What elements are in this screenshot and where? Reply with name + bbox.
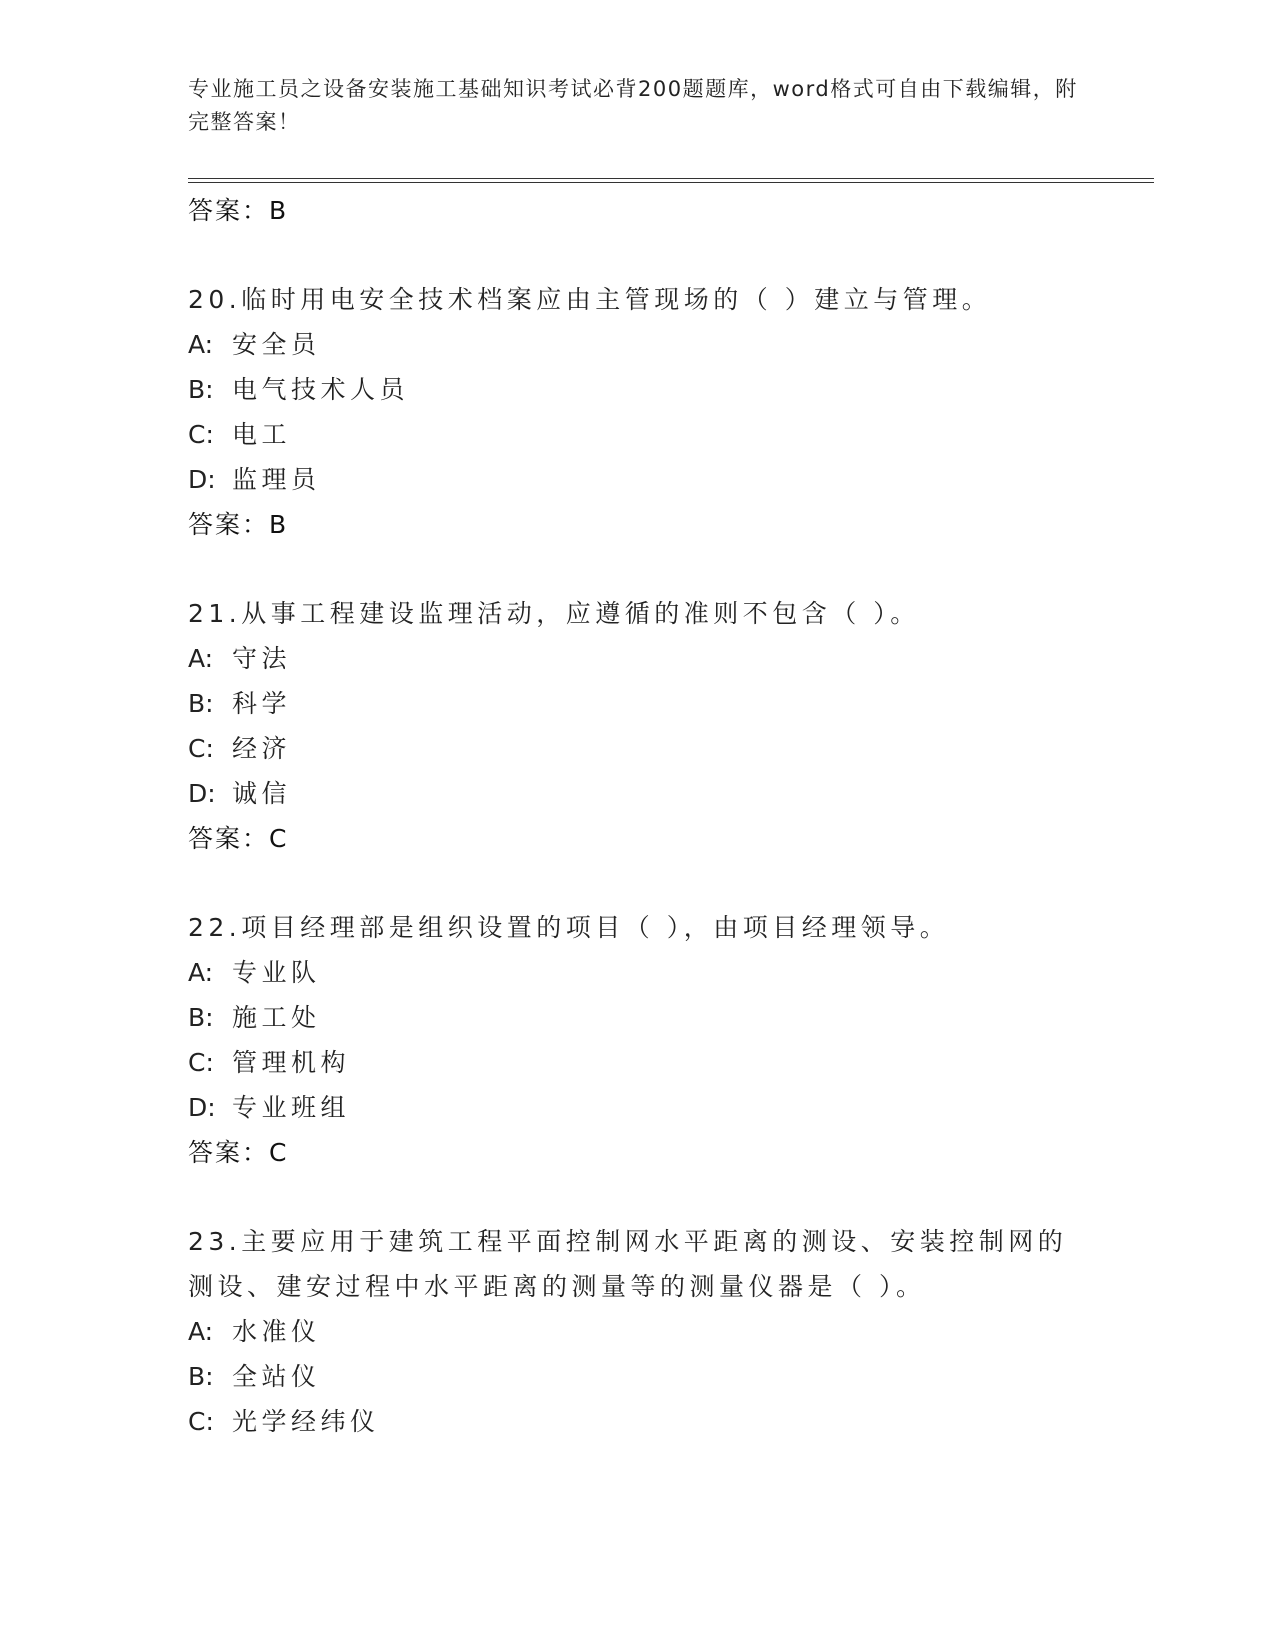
option-letter: D: <box>188 1093 216 1122</box>
option-text: 水准仪 <box>232 1317 321 1346</box>
option-a <box>188 636 1088 681</box>
previous-answer: 答案：B <box>188 196 289 225</box>
option-d <box>188 457 1088 502</box>
option-letter: C: <box>188 734 214 763</box>
answer: 答案：B <box>188 510 289 539</box>
option-letter: B: <box>188 1362 214 1391</box>
option-text: 经济 <box>232 734 292 763</box>
question-list <box>188 188 1088 1444</box>
option-letter: A: <box>188 1317 214 1346</box>
question-text: 20.临时用电安全技术档案应由主管现场的（ ）建立与管理。 <box>188 285 992 314</box>
option-letter: B: <box>188 375 214 404</box>
option-letter: D: <box>188 779 216 808</box>
option-letter: A: <box>188 958 214 987</box>
option-text: 专业班组 <box>232 1093 351 1122</box>
option-letter: D: <box>188 465 216 494</box>
option-text: 专业队 <box>232 958 321 987</box>
option-d <box>188 1085 1088 1130</box>
question-20 <box>188 277 1088 547</box>
option-c <box>188 726 1088 771</box>
question-23 <box>188 1219 1088 1444</box>
option-a <box>188 950 1088 995</box>
option-letter: C: <box>188 1407 214 1436</box>
question-text: 21.从事工程建设监理活动，应遵循的准则不包含（ ）。 <box>188 599 920 628</box>
option-a <box>188 322 1088 367</box>
option-text: 科学 <box>232 689 292 718</box>
header-divider-bottom <box>188 182 1154 183</box>
option-text: 安全员 <box>232 330 321 359</box>
question-text: 22.项目经理部是组织设置的项目（ ），由项目经理领导。 <box>188 913 950 942</box>
option-letter: B: <box>188 689 214 718</box>
question-text: 23.主要应用于建筑工程平面控制网水平距离的测设、安装控制网的测设、建安过程中水平距离的测量等的测量仪器是（ ）。 <box>188 1227 1068 1301</box>
option-b <box>188 1354 1088 1399</box>
answer: 答案：C <box>188 824 289 853</box>
option-text: 监理员 <box>232 465 321 494</box>
option-a <box>188 1309 1088 1354</box>
option-text: 光学经纬仪 <box>232 1407 380 1436</box>
option-text: 管理机构 <box>232 1048 351 1077</box>
header-divider-top <box>188 178 1154 179</box>
option-letter: C: <box>188 1048 214 1077</box>
option-c <box>188 1399 1088 1444</box>
question-22 <box>188 905 1088 1175</box>
option-d <box>188 771 1088 816</box>
option-c <box>188 1040 1088 1085</box>
option-letter: B: <box>188 1003 214 1032</box>
option-c <box>188 412 1088 457</box>
option-b <box>188 367 1088 412</box>
option-text: 施工处 <box>232 1003 321 1032</box>
option-text: 全站仪 <box>232 1362 321 1391</box>
option-b <box>188 995 1088 1040</box>
document-header: 专业施工员之设备安装施工基础知识考试必背200题题库，word格式可自由下载编辑，附完整答案！ <box>188 77 1078 134</box>
option-letter: A: <box>188 330 214 359</box>
option-text: 电气技术人员 <box>232 375 410 404</box>
option-text: 守法 <box>232 644 292 673</box>
option-text: 电工 <box>232 420 292 449</box>
option-letter: C: <box>188 420 214 449</box>
option-letter: A: <box>188 644 214 673</box>
question-21 <box>188 591 1088 861</box>
option-b <box>188 681 1088 726</box>
option-text: 诚信 <box>232 779 292 808</box>
answer: 答案：C <box>188 1138 289 1167</box>
